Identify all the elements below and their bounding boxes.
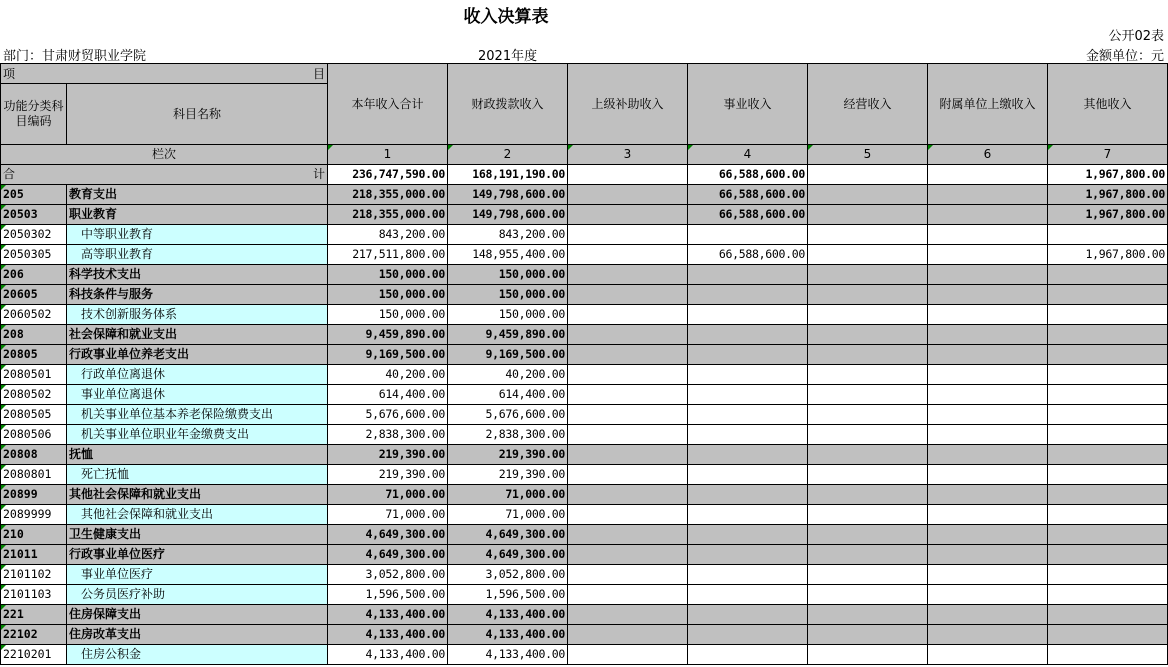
row-value: 614,400.00 (328, 385, 448, 405)
row-name: 抚恤 (67, 445, 328, 465)
row-value (1048, 405, 1168, 425)
row-value (1048, 325, 1168, 345)
row-value: 71,000.00 (448, 505, 568, 525)
seq-number: 2 (448, 145, 568, 165)
row-code: 2101102 (1, 565, 67, 585)
row-value: 40,200.00 (328, 365, 448, 385)
row-value (928, 365, 1048, 385)
row-value (808, 645, 928, 665)
row-code: 2210201 (1, 645, 67, 665)
row-value: 150,000.00 (448, 285, 568, 305)
row-value (568, 545, 688, 565)
table-row (1, 525, 1168, 545)
table-row (1, 645, 1168, 665)
row-value (808, 205, 928, 225)
row-name: 机关事业单位职业年金缴费支出 (67, 425, 328, 445)
row-value: 148,955,400.00 (448, 245, 568, 265)
row-value (568, 325, 688, 345)
row-value (1048, 425, 1168, 445)
row-code: 2080502 (1, 385, 67, 405)
row-value (1048, 465, 1168, 485)
row-value (808, 385, 928, 405)
row-name: 科技条件与服务 (67, 285, 328, 305)
row-value (1048, 565, 1168, 585)
row-value: 2,838,300.00 (328, 425, 448, 445)
row-value: 1,967,800.00 (1048, 245, 1168, 265)
item-header-right: 目 (312, 66, 325, 81)
row-value (568, 425, 688, 445)
row-value (688, 425, 808, 445)
seq-number: 5 (808, 145, 928, 165)
row-name: 中等职业教育 (67, 225, 328, 245)
row-code: 208 (1, 325, 67, 345)
row-value (1048, 225, 1168, 245)
row-code: 20805 (1, 345, 67, 365)
row-value (1048, 285, 1168, 305)
row-value (808, 625, 928, 645)
table-row (1, 485, 1168, 505)
row-value (688, 385, 808, 405)
row-value (928, 345, 1048, 365)
row-value: 1,967,800.00 (1048, 185, 1168, 205)
row-value (808, 505, 928, 525)
row-code: 205 (1, 185, 67, 205)
row-name: 其他社会保障和就业支出 (67, 505, 328, 525)
row-value: 71,000.00 (448, 485, 568, 505)
row-value (928, 505, 1048, 525)
row-value: 614,400.00 (448, 385, 568, 405)
row-value: 4,133,400.00 (448, 605, 568, 625)
row-value (688, 405, 808, 425)
row-value: 843,200.00 (448, 225, 568, 245)
row-value (1048, 525, 1168, 545)
row-value: 4,649,300.00 (328, 525, 448, 545)
row-value: 3,052,800.00 (448, 565, 568, 585)
row-code: 206 (1, 265, 67, 285)
row-value (1048, 385, 1168, 405)
item-header-cell (1, 64, 328, 84)
table-row (1, 345, 1168, 365)
row-value (928, 645, 1048, 665)
row-value (568, 585, 688, 605)
row-value (688, 625, 808, 645)
row-code: 20899 (1, 485, 67, 505)
table-body (1, 64, 1168, 665)
table-row (1, 545, 1168, 565)
row-value: 4,133,400.00 (328, 645, 448, 665)
row-code: 21011 (1, 545, 67, 565)
row-code: 2050302 (1, 225, 67, 245)
row-value (568, 265, 688, 285)
row-value: 71,000.00 (328, 505, 448, 525)
row-value (928, 185, 1048, 205)
total-row (1, 165, 1168, 185)
seq-number: 3 (568, 145, 688, 165)
row-name: 死亡抚恤 (67, 465, 328, 485)
row-value (928, 225, 1048, 245)
header-row-item (1, 64, 1168, 84)
row-value (688, 225, 808, 245)
row-value (928, 285, 1048, 305)
row-value (688, 345, 808, 365)
row-value (688, 545, 808, 565)
row-value (808, 445, 928, 465)
row-value (1048, 645, 1168, 665)
row-code: 2089999 (1, 505, 67, 525)
total-value: 66,588,600.00 (688, 165, 808, 185)
row-value (1048, 345, 1168, 365)
row-value (568, 285, 688, 305)
col-header-3: 上级补助收入 (568, 64, 688, 145)
row-value (808, 245, 928, 265)
row-code: 22102 (1, 625, 67, 645)
row-value (1048, 265, 1168, 285)
table-row (1, 305, 1168, 325)
row-value (568, 525, 688, 545)
total-label-right: 计 (312, 167, 325, 181)
total-value (808, 165, 928, 185)
row-value (928, 545, 1048, 565)
row-value (808, 465, 928, 485)
row-value: 66,588,600.00 (688, 205, 808, 225)
table-row (1, 425, 1168, 445)
row-value (808, 545, 928, 565)
row-value (688, 265, 808, 285)
row-value (688, 305, 808, 325)
row-value (808, 425, 928, 445)
col-header-7: 其他收入 (1048, 64, 1168, 145)
code-header: 功能分类科目编码 (1, 84, 67, 145)
row-value (928, 565, 1048, 585)
row-value (928, 265, 1048, 285)
row-value: 218,355,000.00 (328, 185, 448, 205)
row-value (1048, 545, 1168, 565)
row-value: 218,355,000.00 (328, 205, 448, 225)
row-value: 5,676,600.00 (328, 405, 448, 425)
row-value (568, 605, 688, 625)
row-value (688, 485, 808, 505)
col-header-5: 经营收入 (808, 64, 928, 145)
table-number: 公开02表 (1108, 29, 1164, 44)
row-value: 9,459,890.00 (328, 325, 448, 345)
table-row (1, 605, 1168, 625)
row-value: 66,588,600.00 (688, 245, 808, 265)
row-code: 2080801 (1, 465, 67, 485)
seq-number: 7 (1048, 145, 1168, 165)
row-value (568, 405, 688, 425)
row-value (808, 565, 928, 585)
row-value (928, 465, 1048, 485)
table-row (1, 445, 1168, 465)
seq-number: 4 (688, 145, 808, 165)
row-value: 5,676,600.00 (448, 405, 568, 425)
row-value: 66,588,600.00 (688, 185, 808, 205)
row-value: 9,169,500.00 (328, 345, 448, 365)
row-value: 219,390.00 (328, 465, 448, 485)
row-value (808, 405, 928, 425)
row-value: 219,390.00 (328, 445, 448, 465)
row-value: 1,967,800.00 (1048, 205, 1168, 225)
table-row (1, 325, 1168, 345)
row-code: 210 (1, 525, 67, 545)
row-value (568, 625, 688, 645)
row-value: 1,596,500.00 (448, 585, 568, 605)
row-value: 219,390.00 (448, 445, 568, 465)
row-value (688, 365, 808, 385)
row-value (568, 565, 688, 585)
row-name: 社会保障和就业支出 (67, 325, 328, 345)
col-header-2: 财政拨款收入 (448, 64, 568, 145)
table-row (1, 625, 1168, 645)
table-row (1, 245, 1168, 265)
row-name: 技术创新服务体系 (67, 305, 328, 325)
total-value (568, 165, 688, 185)
row-value: 149,798,600.00 (448, 205, 568, 225)
table-row (1, 265, 1168, 285)
row-value (568, 305, 688, 325)
row-name: 科学技术支出 (67, 265, 328, 285)
row-name: 公务员医疗补助 (67, 585, 328, 605)
table-row (1, 465, 1168, 485)
row-value (688, 465, 808, 485)
item-header-left: 项 (3, 66, 16, 81)
row-value (1048, 445, 1168, 465)
row-value (808, 605, 928, 625)
row-value (928, 425, 1048, 445)
row-value (1048, 365, 1168, 385)
row-value: 1,596,500.00 (328, 585, 448, 605)
row-code: 2080506 (1, 425, 67, 445)
table-row (1, 565, 1168, 585)
seq-number: 6 (928, 145, 1048, 165)
col-header-4: 事业收入 (688, 64, 808, 145)
row-value (928, 385, 1048, 405)
row-value: 150,000.00 (328, 285, 448, 305)
table-row (1, 205, 1168, 225)
row-value: 217,511,800.00 (328, 245, 448, 265)
row-value (928, 305, 1048, 325)
row-value: 9,169,500.00 (448, 345, 568, 365)
col-header-6: 附属单位上缴收入 (928, 64, 1048, 145)
row-name: 行政事业单位养老支出 (67, 345, 328, 365)
row-code: 2050305 (1, 245, 67, 265)
row-name: 卫生健康支出 (67, 525, 328, 545)
row-value (808, 345, 928, 365)
row-value (928, 625, 1048, 645)
row-value: 4,133,400.00 (328, 625, 448, 645)
row-value (1048, 305, 1168, 325)
name-header: 科目名称 (67, 84, 328, 145)
row-value: 2,838,300.00 (448, 425, 568, 445)
income-table (0, 63, 1168, 665)
row-value (808, 485, 928, 505)
row-name: 行政事业单位医疗 (67, 545, 328, 565)
row-value (568, 345, 688, 365)
row-name: 事业单位医疗 (67, 565, 328, 585)
row-value: 9,459,890.00 (448, 325, 568, 345)
row-code: 2060502 (1, 305, 67, 325)
total-label-left: 合 (3, 167, 16, 181)
row-value (808, 185, 928, 205)
row-value (808, 225, 928, 245)
row-value: 150,000.00 (328, 305, 448, 325)
row-value: 4,649,300.00 (448, 525, 568, 545)
row-value (568, 465, 688, 485)
row-name: 机关事业单位基本养老保险缴费支出 (67, 405, 328, 425)
table-row (1, 385, 1168, 405)
table-row (1, 365, 1168, 385)
row-value (568, 365, 688, 385)
row-value (688, 325, 808, 345)
row-value (568, 185, 688, 205)
row-code: 2101103 (1, 585, 67, 605)
seq-label: 栏次 (1, 145, 328, 165)
row-value (568, 485, 688, 505)
row-value (808, 265, 928, 285)
row-value: 4,133,400.00 (328, 605, 448, 625)
row-name: 教育支出 (67, 185, 328, 205)
row-value (568, 505, 688, 525)
row-value (688, 525, 808, 545)
row-value (1048, 585, 1168, 605)
row-value (808, 525, 928, 545)
row-value (928, 405, 1048, 425)
row-code: 2080505 (1, 405, 67, 425)
row-value (808, 305, 928, 325)
row-name: 其他社会保障和就业支出 (67, 485, 328, 505)
row-value (808, 585, 928, 605)
total-value: 1,967,800.00 (1048, 165, 1168, 185)
row-value (928, 525, 1048, 545)
row-value (1048, 625, 1168, 645)
row-value (928, 245, 1048, 265)
seq-row (1, 145, 1168, 165)
row-value: 150,000.00 (448, 305, 568, 325)
row-value (808, 365, 928, 385)
row-value (568, 205, 688, 225)
row-value: 4,649,300.00 (328, 545, 448, 565)
table-row (1, 185, 1168, 205)
row-value (928, 605, 1048, 625)
row-value (688, 565, 808, 585)
row-value (1048, 605, 1168, 625)
report-title: 收入决算表 (463, 7, 549, 27)
row-value: 3,052,800.00 (328, 565, 448, 585)
row-value: 843,200.00 (328, 225, 448, 245)
total-label-cell (1, 165, 328, 185)
table-row (1, 285, 1168, 305)
amount-unit: 金额单位：元 (1085, 49, 1164, 64)
row-name: 住房改革支出 (67, 625, 328, 645)
row-name: 职业教育 (67, 205, 328, 225)
row-value (568, 225, 688, 245)
row-name: 高等职业教育 (67, 245, 328, 265)
row-value (688, 505, 808, 525)
row-value: 149,798,600.00 (448, 185, 568, 205)
row-name: 住房保障支出 (67, 605, 328, 625)
row-value: 4,133,400.00 (448, 625, 568, 645)
row-value: 150,000.00 (328, 265, 448, 285)
row-name: 行政单位离退休 (67, 365, 328, 385)
row-value (688, 585, 808, 605)
row-value (1048, 485, 1168, 505)
row-value: 4,133,400.00 (448, 645, 568, 665)
table-row (1, 405, 1168, 425)
row-value (568, 385, 688, 405)
row-value (688, 445, 808, 465)
row-value (688, 285, 808, 305)
row-value: 4,649,300.00 (448, 545, 568, 565)
row-value (568, 445, 688, 465)
row-value: 150,000.00 (448, 265, 568, 285)
row-value (928, 445, 1048, 465)
seq-number: 1 (328, 145, 448, 165)
row-value (688, 645, 808, 665)
row-value: 40,200.00 (448, 365, 568, 385)
total-value: 168,191,190.00 (448, 165, 568, 185)
department-label: 部门：甘肃财贸职业学院 (3, 49, 147, 64)
fiscal-year: 2021年度 (478, 49, 538, 64)
row-value (928, 585, 1048, 605)
row-value: 71,000.00 (328, 485, 448, 505)
row-value (808, 325, 928, 345)
table-row (1, 225, 1168, 245)
total-value: 236,747,590.00 (328, 165, 448, 185)
row-value (928, 325, 1048, 345)
table-row (1, 505, 1168, 525)
row-code: 2080501 (1, 365, 67, 385)
table-row (1, 585, 1168, 605)
row-code: 20808 (1, 445, 67, 465)
row-value (808, 285, 928, 305)
row-name: 事业单位离退休 (67, 385, 328, 405)
row-value (928, 485, 1048, 505)
row-value (568, 245, 688, 265)
total-value (928, 165, 1048, 185)
row-code: 20605 (1, 285, 67, 305)
col-header-1: 本年收入合计 (328, 64, 448, 145)
row-code: 20503 (1, 205, 67, 225)
row-value: 219,390.00 (448, 465, 568, 485)
row-value (688, 605, 808, 625)
row-value (568, 645, 688, 665)
row-value (928, 205, 1048, 225)
row-name: 住房公积金 (67, 645, 328, 665)
row-code: 221 (1, 605, 67, 625)
row-value (1048, 505, 1168, 525)
